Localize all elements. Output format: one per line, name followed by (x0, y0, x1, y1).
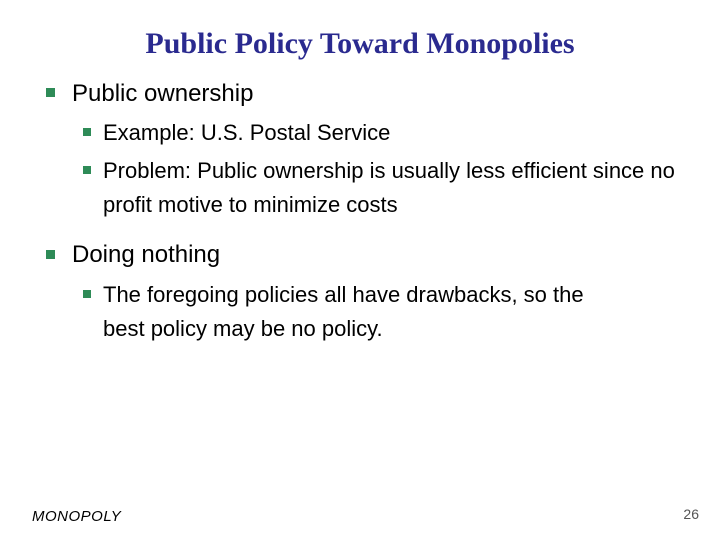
sub-bullet-problem: Problem: Public ownership is usually less efficient since no profit motive to minimize costs (103, 158, 675, 217)
bullet-marker-icon (46, 88, 55, 97)
sub-bullet-marker-icon (83, 128, 91, 136)
sub-bullet-marker-icon (83, 166, 91, 174)
bullet-marker-icon (46, 250, 55, 259)
page-number: 26 (683, 506, 699, 522)
sub-bullet-marker-icon (83, 290, 91, 298)
slide-title: Public Policy Toward Monopolies (145, 27, 575, 60)
sub-bullet-example: Example: U.S. Postal Service (103, 120, 391, 145)
bullet-public-ownership: Public ownership (72, 80, 254, 107)
footer-section-label: MONOPOLY (32, 508, 122, 525)
bullet-doing-nothing: Doing nothing (72, 241, 221, 268)
sub-bullet-foregoing-policies: The foregoing policies all have drawbacks, so the best policy may be no policy. (103, 282, 584, 341)
